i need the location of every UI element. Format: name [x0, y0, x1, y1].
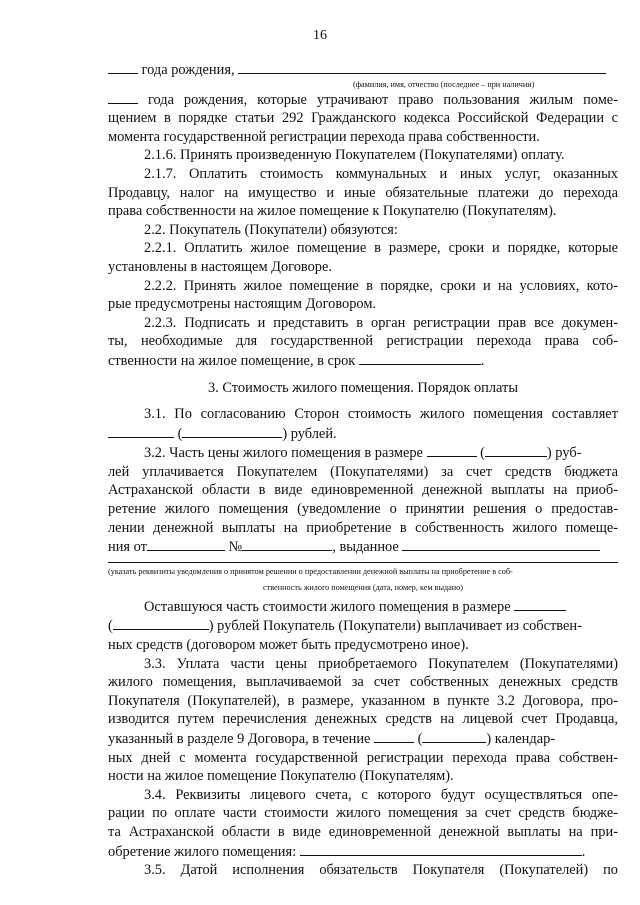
amount-field: [514, 597, 566, 611]
requisites-field: [108, 561, 618, 563]
clause-2-1-7: 2.1.7. Оплатить стоимость коммунальных и иных услуг, оказанных: [144, 165, 618, 182]
number-field: [242, 537, 332, 551]
text-line: ственности на жилое помещение, в срок .: [108, 352, 485, 369]
text-line: года рождения, которые утрачивают право пользования жилым поме-: [108, 90, 618, 110]
text-line: щением в порядке статьи 292 Гражданского кодекса Российской Федерации с: [108, 110, 618, 127]
document-body: [108, 60, 618, 880]
notification-line: ния от № , выданное: [108, 537, 618, 557]
clause-3-3: 3.3. Уплата части цены приобретаемого Покупателем (Покупателями): [144, 655, 618, 672]
days-field: [374, 729, 414, 743]
clause-2-2-2: 2.2.2. Принять жилое помещение в порядке, сроки и на условиях, кото-: [144, 277, 618, 294]
text-line: права собственности на жилое помещение к Покупателю (Покупателям).: [108, 203, 557, 220]
text-line: ных средств (договором может быть предусмотрено иное).: [108, 637, 469, 654]
text-line: ных дней с момента государственной регистрации перехода права собствен-: [108, 749, 618, 766]
clause-2-2-1: 2.2.1. Оплатить жилое помещение в размере, сроки и порядке, которые: [144, 240, 618, 257]
days-words-field: [422, 729, 486, 743]
text-line: лей уплачивается Покупателем (Покупателями) за счет средств бюджета: [108, 463, 618, 480]
clause-2-2: 2.2. Покупатель (Покупатели) обязуются:: [144, 221, 398, 238]
text-line: рации по оплате части стоимости жилого помещения за счет средств бюдже-: [108, 805, 618, 822]
amount-words-field: [113, 616, 209, 630]
clause-3-4: 3.4. Реквизиты лицевого счета, с которого будут осуществляться опе-: [144, 786, 618, 803]
clause-2-2-3: 2.2.3. Подписать и представить в орган регистрации прав все докумен-: [144, 314, 618, 331]
term-field: [359, 351, 481, 365]
text-line: установлены в настоящем Договоре.: [108, 258, 332, 275]
clause-3-2: 3.2. Часть цены жилого помещения в размере ( ) руб-: [144, 445, 582, 462]
amount-words-field: [182, 424, 282, 438]
issued-by-field: [402, 537, 600, 551]
remaining-amount: Оставшуюся часть стоимости жилого помещения в размере: [108, 597, 618, 617]
requisites-caption-2: ственность жилого помещения (дата, номер, кем выдано): [263, 582, 463, 592]
text-line: ретение жилого помещения (уведомление о принятии решения о предостав-: [108, 501, 618, 518]
clause-3-1: 3.1. По согласованию Сторон стоимость жилого помещения составляет: [144, 406, 618, 423]
text-line: Продавцу, налог на имущество и иные обязательные платежи до перехода: [108, 184, 618, 201]
text-line: ности на жилое помещение Покупателю (Покупателям).: [108, 768, 454, 785]
text-line: жилого помещения, выплачиваемой за счет собственных денежных средств: [108, 674, 618, 691]
amount-field: [427, 443, 477, 457]
clause-3-5: 3.5. Датой исполнения обязательств Покупателя (Покупателей) по: [144, 862, 618, 879]
amount-words-field: [485, 443, 547, 457]
text-line: обретение жилого помещения: .: [108, 843, 586, 860]
page-number: 16: [313, 28, 327, 43]
clause-2-1-6: 2.1.6. Принять произведенную Покупателем (Покупателями) оплату.: [144, 147, 565, 164]
text-line: ( ) рублей Покупатель (Покупатели) выплачивает из собствен-: [108, 618, 582, 635]
requisites-caption: (указать реквизиты уведомления о принятом решении о предоставлении денежной выплаты на приобретение в соб-: [108, 566, 513, 576]
blank-field: [108, 90, 138, 104]
text-line: указанный в разделе 9 Договора, в течение ( ) календар-: [108, 731, 556, 747]
birth-year-line: года рождения,: [108, 60, 618, 80]
date-field: [147, 537, 225, 551]
name-field: [238, 60, 606, 74]
text-line: лении денежной выплаты на приобретение в собственность жилого помеще-: [108, 519, 618, 536]
text-line: та Астраханской области в виде единовременной денежной выплаты на при-: [108, 823, 618, 840]
text-line: изводится путем перечисления денежных средств на лицевой счет Продавца,: [108, 711, 618, 728]
section-3-title: 3. Стоимость жилого помещения. Порядок оплаты: [207, 379, 518, 396]
text-line: ты, необходимые для государственной регистрации перехода права соб-: [108, 333, 618, 350]
blank-field: [108, 60, 138, 74]
text-line: рые предусмотрены настоящим Договором.: [108, 296, 377, 313]
text-line: момента государственной регистрации перехода права собственности.: [108, 128, 540, 145]
text-line: ( ) рублей.: [108, 424, 618, 444]
account-field: [300, 842, 582, 856]
text-line: Покупателя (Покупателей), в размере, указанном в пункте 3.2 Договора, про-: [108, 692, 618, 709]
name-caption: (фамилия, имя, отчество (последнее – при наличии): [353, 79, 535, 89]
amount-field: [108, 424, 174, 438]
text-line: Астраханской области в виде единовременной денежной выплаты на приоб-: [108, 482, 618, 499]
